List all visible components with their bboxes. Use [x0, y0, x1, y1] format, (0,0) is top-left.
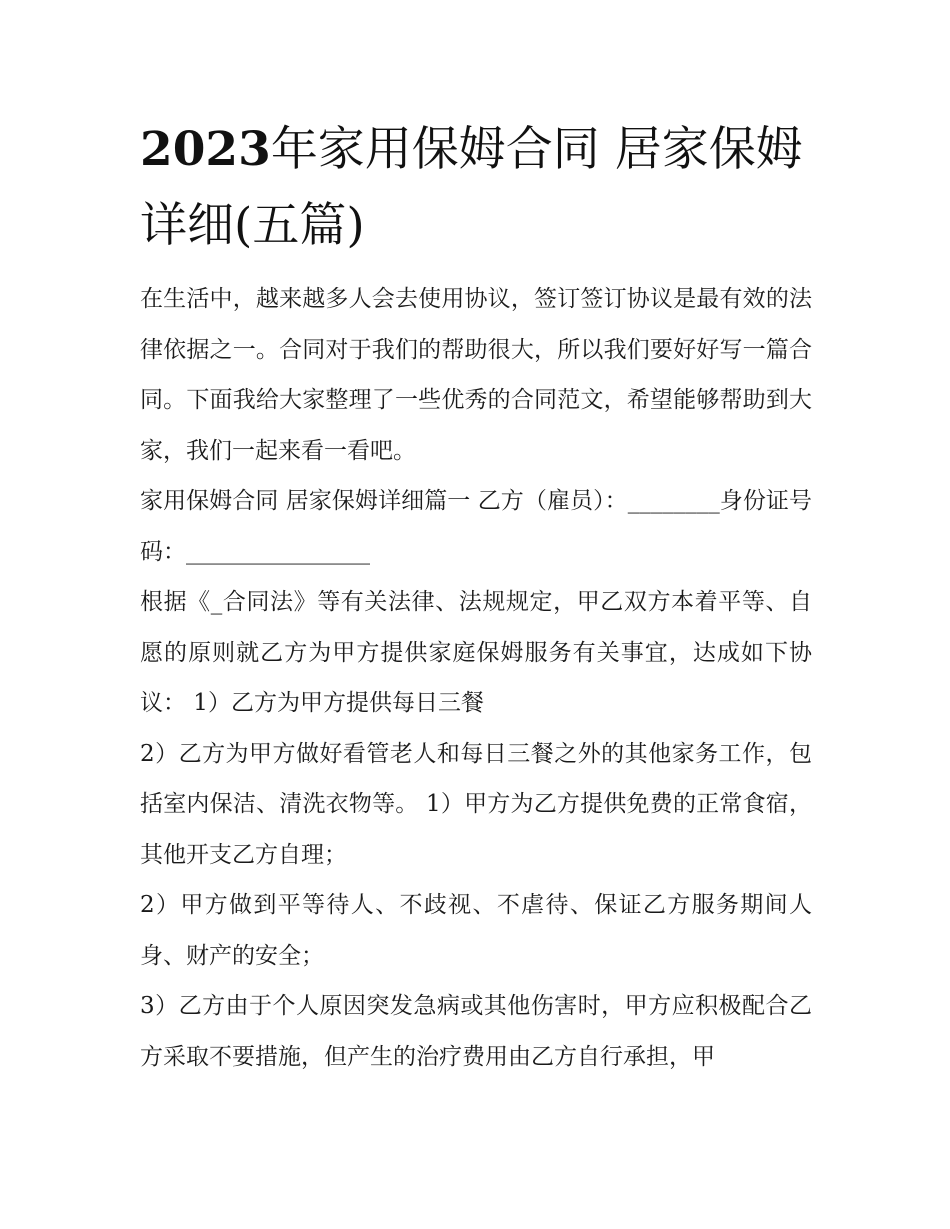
agreement-paragraph: 根据《_合同法》等有关法律、法规规定，甲乙双方本着平等、自愿的原则就乙方为甲方提供家庭保姆服务有关事宜，达成如下协议： 1）乙方为甲方提供每日三餐 — [140, 589, 812, 716]
contract-header-paragraph: 家用保姆合同 居家保姆详细篇一 乙方（雇员）：________身份证号码：________________ — [140, 488, 812, 565]
intro-paragraph: 在生活中，越来越多人会去使用协议，签订签订协议是最有效的法律依据之一。合同对于我们的帮助很大，所以我们要好好写一篇合同。下面我给大家整理了一些优秀的合同范文，希望能够帮助到大家，我们一起来看一看吧。 — [140, 286, 812, 464]
clause-paragraph: 2）乙方为甲方做好看管老人和每日三餐之外的其他家务工作，包括室内保洁、清洗衣物等。 1）甲方为乙方提供免费的正常食宿，其他开支乙方自理； — [140, 740, 812, 868]
title-text: 年家用保姆合同 居家保姆详细(五篇) — [140, 122, 803, 253]
document-body — [140, 112, 812, 1082]
document-title — [140, 112, 812, 264]
clause-paragraph: 2）甲方做到平等待人、不歧视、不虐待、保证乙方服务期间人身、财产的安全； — [140, 892, 812, 969]
title-year: 2023 — [140, 122, 271, 177]
clause-paragraph: 3）乙方由于个人原因突发急病或其他伤害时，甲方应积极配合乙方采取不要措施，但产生的治疗费用由乙方自行承担，甲 — [140, 993, 812, 1070]
